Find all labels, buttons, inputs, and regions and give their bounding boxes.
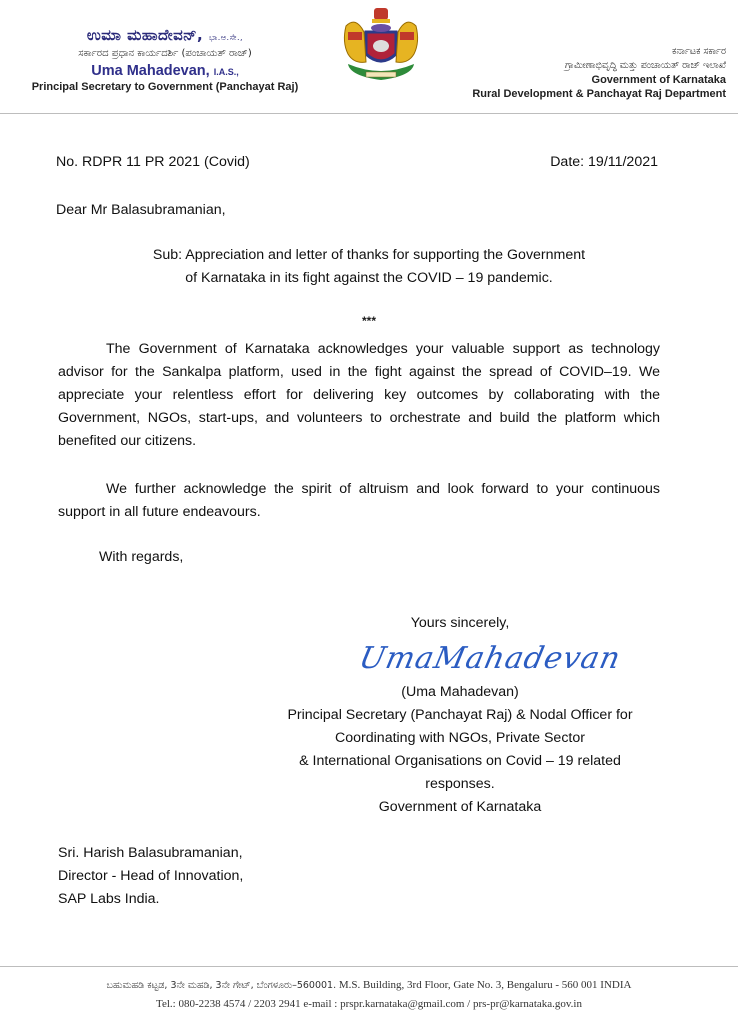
letterhead-department-block — [426, 46, 726, 100]
officer-suffix-kannada: ಭಾ.ಆ.ಸೇ., — [208, 33, 244, 42]
separator-asterisks: *** — [361, 314, 376, 328]
footer-address-english: M.S. Building, 3rd Floor, Gate No. 3, Bengaluru - 560 001 INDIA — [338, 979, 632, 991]
body-paragraph-2: We further acknowledge the spirit of altruism and look forward to your continuous support in all future endeavours. — [58, 481, 660, 520]
designation-line: responses. — [425, 776, 495, 792]
header-divider — [0, 113, 738, 114]
yours-sincerely: Yours sincerely, — [410, 615, 510, 631]
officer-name-english-text: Uma Mahadevan, — [91, 63, 210, 79]
department-name-english: Rural Development & Panchayat Raj Department — [472, 88, 726, 100]
designation-line: & International Organisations on Covid – 19 related — [299, 753, 621, 769]
subject — [60, 244, 678, 290]
government-name-english: Government of Karnataka — [591, 74, 726, 86]
officer-name-english — [0, 63, 330, 79]
letterhead-officer-block — [0, 26, 330, 93]
footer — [0, 976, 738, 1013]
designation-line: Government of Karnataka — [378, 799, 542, 815]
officer-title-english: Principal Secretary to Government (Panchayat Raj) — [31, 81, 299, 93]
designation-line: Coordinating with NGOs, Private Sector — [335, 730, 585, 746]
regards: With regards, — [99, 549, 184, 565]
salutation: Dear Mr Balasubramanian, — [56, 202, 226, 218]
karnataka-emblem-icon — [336, 6, 426, 86]
signature: UmaMahadevan — [356, 641, 625, 676]
body-paragraph-1: The Government of Karnataka acknowledges your valuable support as technology advisor for the Sankalpa platform, used in the fight against the spread of COVID–19. We appreciate your relentless effort for delivering key outcomes by collaborating with the Government, NGOs, start-ups, and volunteers to orchestrate and build the platform which benefited our citizens. — [58, 341, 660, 449]
subject-line-2: of Karnataka in its fight against the COVID – 19 pandemic. — [185, 270, 553, 286]
reference-number: No. RDPR 11 PR 2021 (Covid) — [56, 154, 250, 170]
government-name-kannada: ಕರ್ನಾಟಕ ಸರ್ಕಾರ — [672, 46, 726, 57]
footer-divider — [0, 966, 738, 967]
officer-name-kannada — [0, 26, 330, 44]
officer-name-kannada-text: ಉಮಾ ಮಹಾದೇವನ್, — [86, 26, 204, 44]
letter-date: Date: 19/11/2021 — [550, 154, 658, 170]
recipient-line: Director - Head of Innovation, — [58, 868, 244, 884]
officer-suffix-english: I.A.S., — [213, 67, 239, 77]
recipient-line: Sri. Harish Balasubramanian, — [58, 845, 243, 861]
recipient-line: SAP Labs India. — [58, 891, 160, 907]
signatory-name: (Uma Mahadevan) — [401, 684, 519, 700]
subject-line-1: Sub: Appreciation and letter of thanks for supporting the Government — [152, 247, 586, 263]
closing-block — [250, 612, 670, 819]
officer-title-kannada: ಸರ್ಕಾರದ ಪ್ರಧಾನ ಕಾರ್ಯದರ್ಶಿ (ಪಂಚಾಯತ್ ರಾಜ್) — [78, 48, 252, 59]
footer-address — [0, 976, 738, 995]
recipient-address — [58, 842, 243, 911]
footer-address-kannada: ಬಹುಮಹಡಿ ಕಟ್ಟಡ, 3ನೇ ಮಹಡಿ, 3ನೇ ಗೇಟ್, ಬೆಂಗಳೂರು–560001. — [106, 980, 337, 991]
designation-line: Principal Secretary (Panchayat Raj) & Nodal Officer for — [287, 707, 633, 723]
department-name-kannada: ಗ್ರಾಮೀಣಾಭಿವೃದ್ಧಿ ಮತ್ತು ಪಂಚಾಯತ್ ರಾಜ್ ಇಲಾಖೆ — [565, 60, 726, 71]
footer-contact: Tel.: 080-2238 4574 / 2203 2941 e-mail : prspr.karnataka@gmail.com / prs-pr@karnataka.gov.in — [156, 998, 582, 1010]
